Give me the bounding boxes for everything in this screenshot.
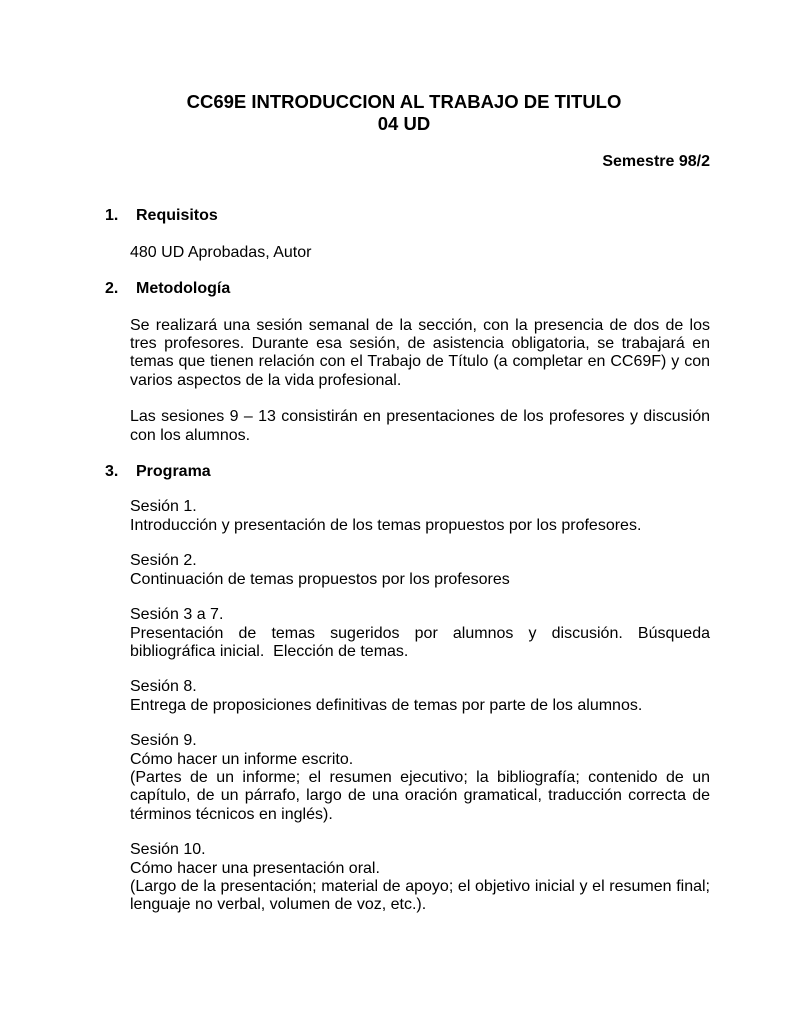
text-line: varios aspectos de la vida profesional. xyxy=(130,371,402,389)
requisitos-paragraph xyxy=(130,244,710,262)
session-block-8 xyxy=(130,678,710,715)
text-line: Cómo hacer un informe escrito. xyxy=(130,750,354,768)
section-heading-programa xyxy=(105,463,710,481)
text-line: Continuación de temas propuestos por los profesores xyxy=(130,570,510,588)
section-heading-requisitos xyxy=(105,207,710,225)
session-label: Sesión 8. xyxy=(130,678,197,696)
semester-label: Semestre 98/2 xyxy=(602,153,710,170)
session-label: Sesión 10. xyxy=(130,841,206,859)
section-heading-metodologia xyxy=(105,280,710,298)
session-label: Sesión 3 a 7. xyxy=(130,606,224,624)
text-line: tres profesores. Durante esa sesión, de asistencia obligatoria, se trabajará en xyxy=(130,335,710,353)
section-title: Metodología xyxy=(136,280,231,298)
session-label: Sesión 9. xyxy=(130,732,197,750)
text-line: lenguaje no verbal, volumen de voz, etc.). xyxy=(130,896,427,914)
section-number: 1. xyxy=(105,207,119,225)
document-header xyxy=(100,91,708,134)
text-line: (Largo de la presentación; material de apoyo; el objetivo inicial y el resumen final; xyxy=(130,877,710,895)
section-number: 3. xyxy=(105,463,119,481)
metodologia-paragraph-1 xyxy=(130,317,710,391)
document-body xyxy=(105,207,710,914)
text-line: (Partes de un informe; el resumen ejecutivo; la bibliografía; contenido de un xyxy=(130,768,710,786)
text-line: Entrega de proposiciones definitivas de temas por parte de los alumnos. xyxy=(130,696,643,714)
session-block-1 xyxy=(130,498,710,535)
session-block-9 xyxy=(130,732,710,824)
section-title: Programa xyxy=(136,463,211,481)
session-label: Sesión 1. xyxy=(130,498,197,516)
text-line: Presentación de temas sugeridos por alumnos y discusión. Búsqueda xyxy=(130,624,710,642)
session-block-3a7 xyxy=(130,606,710,661)
text-line: capítulo, de un párrafo, largo de una oración gramatical, traducción correcta de xyxy=(130,787,710,805)
text-line: Cómo hacer una presentación oral. xyxy=(130,859,380,877)
text-line: Se realizará una sesión semanal de la sección, con la presencia de dos de los xyxy=(130,316,710,334)
course-units: 04 UD xyxy=(377,112,431,134)
text-line: con los alumnos. xyxy=(130,426,251,444)
text-line: 480 UD Aprobadas, Autor xyxy=(130,243,312,261)
text-line: términos técnicos en inglés). xyxy=(130,805,333,823)
text-line: Introducción y presentación de los temas propuestos por los profesores. xyxy=(130,516,642,534)
course-title: CC69E INTRODUCCION AL TRABAJO DE TITULO xyxy=(186,91,622,112)
section-number: 2. xyxy=(105,280,119,298)
session-label: Sesión 2. xyxy=(130,552,197,570)
metodologia-paragraph-2 xyxy=(130,408,710,445)
session-block-2 xyxy=(130,552,710,589)
text-line: temas que tienen relación con el Trabajo de Título (a completar en CC69F) y con xyxy=(130,353,710,371)
section-title: Requisitos xyxy=(136,207,218,225)
text-line: Las sesiones 9 – 13 consistirán en presentaciones de los profesores y discusión xyxy=(130,408,710,426)
text-line: bibliográfica inicial. Elección de temas. xyxy=(130,642,409,660)
session-block-10 xyxy=(130,841,710,915)
